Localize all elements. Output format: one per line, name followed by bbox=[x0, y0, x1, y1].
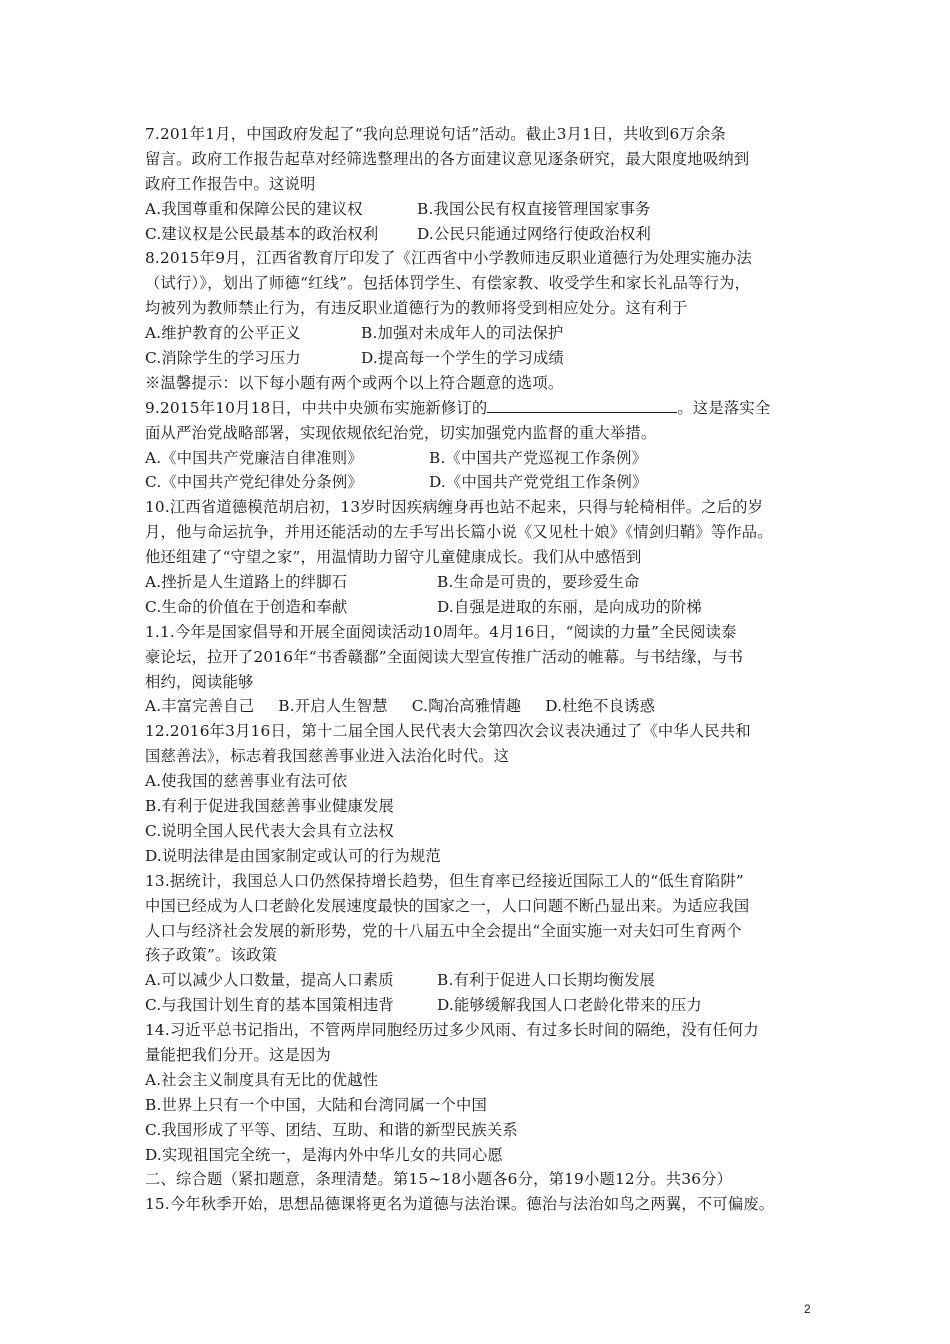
q10-option-b: B.生命是可贵的，要珍爱生命 bbox=[437, 573, 640, 592]
q9-text-post: 。这是落实全 bbox=[677, 398, 771, 417]
q12-option-d: D.说明法律是由国家制定或认可的行为规范 bbox=[145, 846, 441, 865]
q7-option-d: D.公民只能通过网络行使政治权利 bbox=[417, 224, 651, 243]
q10-option-d: D.自强是进取的东丽，是向成功的阶梯 bbox=[437, 597, 702, 616]
q11-option-c: C.陶冶高雅情趣 bbox=[411, 697, 522, 716]
q10-options-row-2 bbox=[145, 595, 825, 620]
page-number: 2 bbox=[804, 1302, 811, 1316]
q8-option-a: A.维护教育的公平正义 bbox=[145, 324, 301, 343]
q8-text-line-1: 8.2015年9月，江西省教育厅印发了《江西省中小学教师违反职业道德行为处理实施办法 bbox=[145, 249, 753, 268]
q14-option-a: A.社会主义制度具有无比的优越性 bbox=[145, 1070, 379, 1089]
q8-text-line-2: （试行）》，划出了师德“红线”。包括体罚学生、有偿家教、收受学生和家长礼品等行为， bbox=[145, 274, 751, 293]
q13-option-b: B.有利于促进人口长期均衡发展 bbox=[437, 971, 655, 990]
q9-options-row-1 bbox=[145, 446, 825, 471]
q14-text-line-1: 14.习近平总书记指出，不管两岸同胞经历过多少风雨、有过多长时间的隔绝，没有任何力 bbox=[145, 1021, 759, 1040]
section-heading: 二、综合题（紧扣题意，条理清楚。第15~18小题各6分，第19小题12分。共36分） bbox=[145, 1170, 733, 1189]
q14-option-b: B.世界上只有一个中国，大陆和台湾同属一个中国 bbox=[145, 1095, 487, 1114]
q11-option-a: A.丰富完善自己 bbox=[145, 697, 255, 716]
q12-text-line-2: 国慈善法》，标志着我国慈善事业进入法治化时代。这 bbox=[145, 747, 510, 766]
q8-option-d: D.提高每一个学生的学习成绩 bbox=[361, 349, 564, 368]
q9-text-pre: 9.2015年10月18日，中共中央颁布实施新修订的 bbox=[145, 398, 488, 417]
q10-text-line-1: 10.江西省道德模范胡启初，13岁时因疾病缠身再也站不起来，只得与轮椅相伴。之后的岁 bbox=[145, 498, 764, 517]
document-body bbox=[145, 122, 825, 1217]
q13-option-a: A.可以减少人口数量，提高人口素质 bbox=[145, 971, 394, 990]
q14-option-d: D.实现祖国完全统一，是海内外中华儿女的共同心愿 bbox=[145, 1145, 503, 1164]
q7-option-a: A.我国尊重和保障公民的建议权 bbox=[145, 199, 363, 218]
q13-option-d: D.能够缓解我国人口老龄化带来的压力 bbox=[437, 996, 702, 1015]
q12-text-line-1: 12.2016年3月16日，第十二届全国人民代表大会第四次会议表决通过了《中华人民共和 bbox=[145, 722, 751, 741]
q11-option-d: D.杜绝不良诱惑 bbox=[545, 697, 656, 716]
q13-options-row-2 bbox=[145, 993, 825, 1018]
q7-text-line-1: 7.201年1月，中国政府发起了“我向总理说句话”活动。截止3月1日，共收到6万余条 bbox=[145, 125, 726, 143]
q13-options-row-1 bbox=[145, 968, 825, 993]
q9-option-d: D.《中国共产党党组工作条例》 bbox=[429, 473, 648, 492]
q12-option-b: B.有利于促进我国慈善事业健康发展 bbox=[145, 797, 394, 816]
q11-option-b: B.开启人生智慧 bbox=[278, 697, 388, 716]
q9-options-row-2 bbox=[145, 470, 825, 495]
q8-options-row-2 bbox=[145, 346, 825, 371]
q14-text-line-2: 量能把我们分开。这是因为 bbox=[145, 1045, 331, 1064]
q15-text-line-1: 15.今年秋季开始，思想品德课将更名为道德与法治课。德治与法治如鸟之两翼，不可偏废。 bbox=[145, 1195, 775, 1214]
tip-note: ※温馨提示：以下每小题有两个或两个以上符合题意的选项。 bbox=[145, 373, 564, 392]
q10-option-a: A.挫折是人生道路上的绊脚石 bbox=[145, 573, 348, 592]
q11-text-line-2: 豪论坛，拉开了2016年“书香赣鄱”全面阅读大型宣传推广活动的帷幕。与书结缘，与书 bbox=[145, 647, 744, 666]
q13-text-line-1: 13.据统计，我国总人口仍然保持增长趋势，但生育率已经接近国际工人的“低生育陷阱” bbox=[145, 871, 744, 890]
q9-text-line-1 bbox=[145, 396, 825, 421]
q9-option-a: A.《中国共产党廉洁自律准则》 bbox=[145, 448, 363, 467]
q12-option-a: A.使我国的慈善事业有法可依 bbox=[145, 772, 348, 791]
q9-option-b: B.《中国共产党巡视工作条例》 bbox=[429, 448, 647, 467]
q10-option-c: C.生命的价值在于创造和奉献 bbox=[145, 597, 348, 616]
q10-text-line-3: 他还组建了“守望之家”，用温情助力留守儿童健康成长。我们从中感悟到 bbox=[145, 548, 642, 567]
q8-option-c: C.消除学生的学习压力 bbox=[145, 349, 301, 368]
q11-options-row bbox=[145, 694, 825, 719]
q10-options-row-1 bbox=[145, 570, 825, 595]
q11-text-line-1: 1.1.今年是国家倡导和开展全面阅读活动10周年。4月16日，“阅读的力量”全民阅读泰 bbox=[145, 622, 737, 641]
q7-options-row-1 bbox=[145, 197, 825, 222]
q8-option-b: B.加强对未成年人的司法保护 bbox=[361, 324, 564, 343]
fill-in-blank bbox=[487, 398, 677, 413]
q9-option-c: C.《中国共产党纪律处分条例》 bbox=[145, 473, 363, 492]
q7-text-line-3: 政府工作报告中。这说明 bbox=[145, 174, 316, 193]
q8-options-row-1 bbox=[145, 321, 825, 346]
q13-option-c: C.与我国计划生育的基本国策相违背 bbox=[145, 996, 394, 1015]
q7-text-line-2: 留言。政府工作报告起草对经筛选整理出的各方面建议意见逐条研究，最大限度地吸纳到 bbox=[145, 149, 750, 168]
q7-option-b: B.我国公民有权直接管理国家事务 bbox=[417, 199, 651, 218]
q13-text-line-3: 人口与经济社会发展的新形势，党的十八届五中全会提出“全面实施一对夫妇可生育两个 bbox=[145, 921, 742, 940]
q12-option-c: C.说明全国人民代表大会具有立法权 bbox=[145, 821, 394, 840]
q13-text-line-4: 孩子政策”。该政策 bbox=[145, 946, 277, 965]
q7-option-c: C.建议权是公民最基本的政治权利 bbox=[145, 224, 379, 243]
q9-text-line-2: 面从严治党战略部署，实现依规依纪治党，切实加强党内监督的重大举措。 bbox=[145, 423, 657, 442]
q13-text-line-2: 中国已经成为人口老龄化发展速度最快的国家之一，人口问题不断凸显出来。为适应我国 bbox=[145, 896, 750, 915]
q8-text-line-3: 均被列为教师禁止行为，有违反职业道德行为的教师将受到相应处分。这有利于 bbox=[145, 299, 688, 318]
q11-text-line-3: 相约，阅读能够 bbox=[145, 672, 254, 691]
q14-option-c: C.我国形成了平等、团结、互助、和谐的新型民族关系 bbox=[145, 1120, 518, 1139]
q7-options-row-2 bbox=[145, 222, 825, 247]
q10-text-line-2: 月，他与命运抗争，并用还能活动的左手写出长篇小说《又见杜十娘》《情剑归鞘》等作品。 bbox=[145, 523, 773, 542]
